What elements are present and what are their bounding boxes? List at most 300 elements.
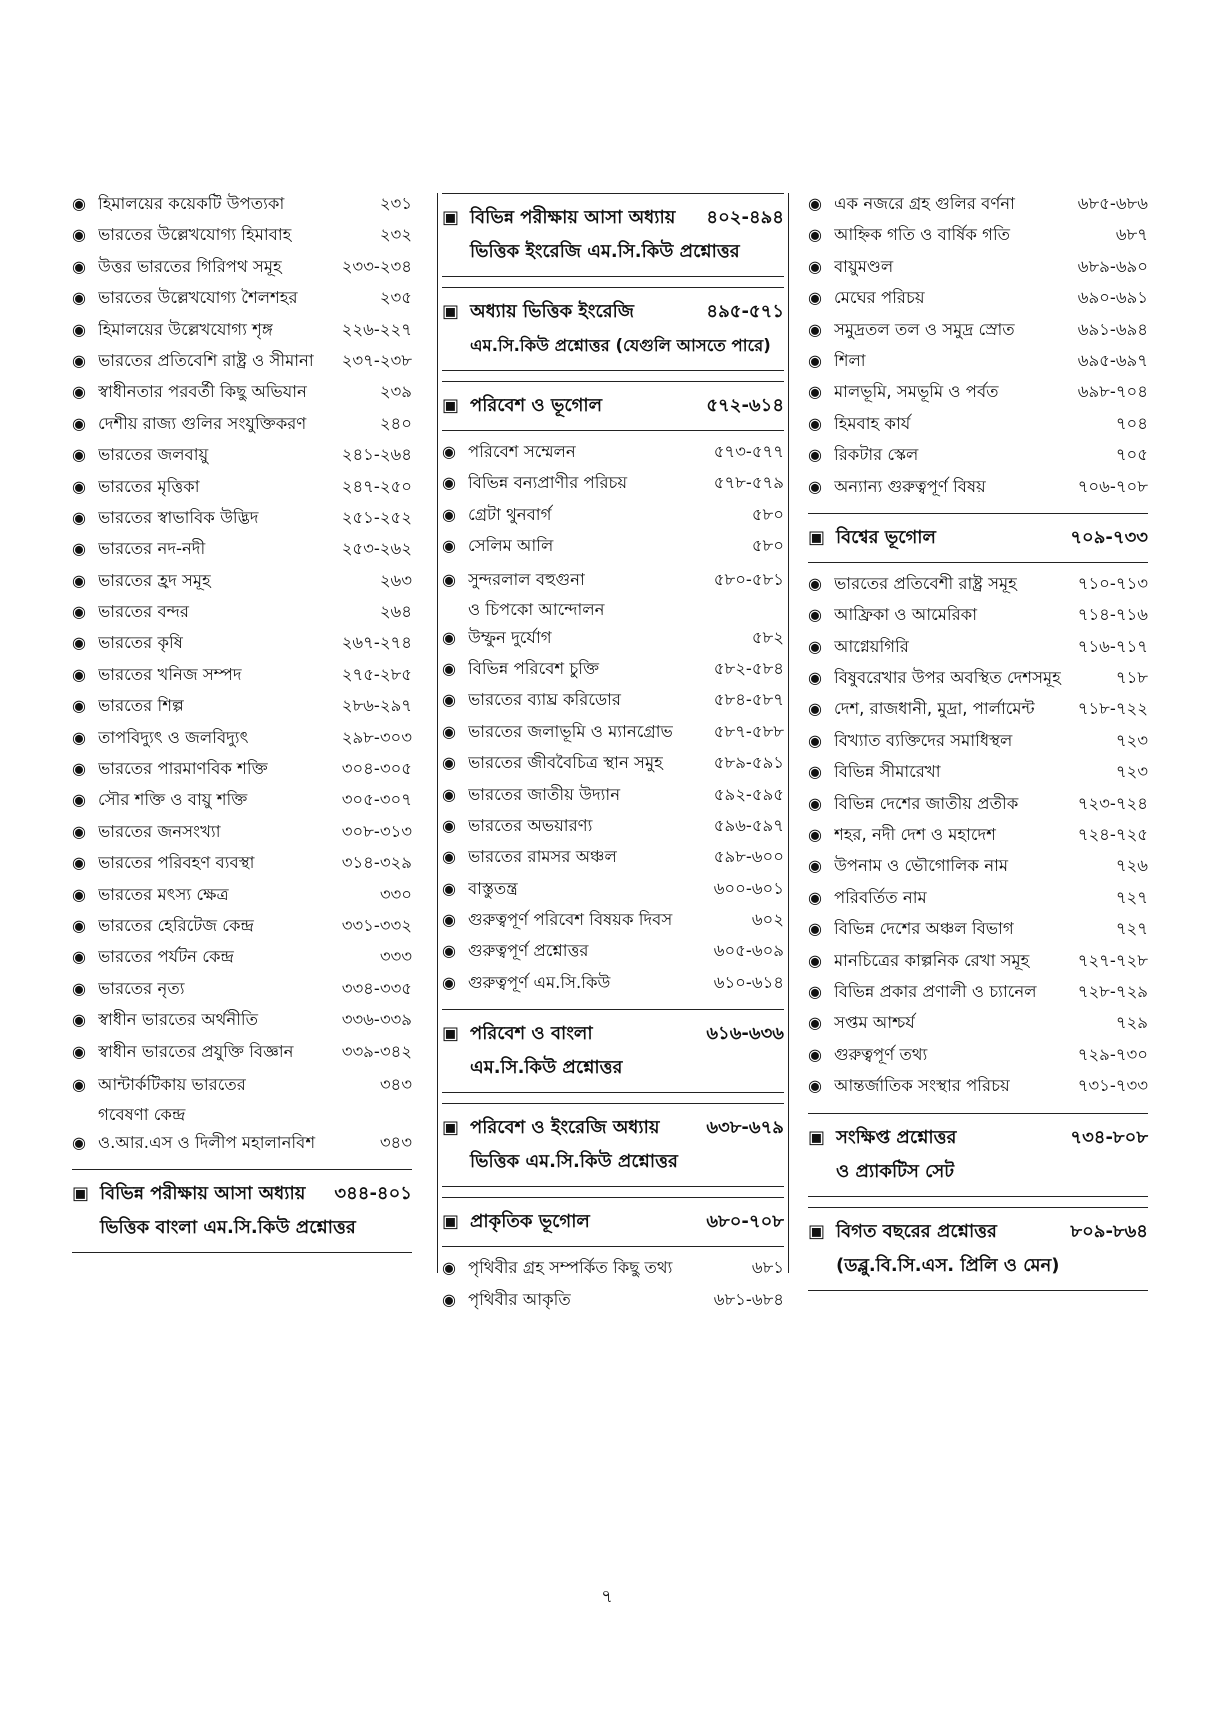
toc-entry (442, 909, 784, 940)
toc-entry-label (834, 573, 1072, 595)
heading-page: ৩৪৪-৪০১ (334, 1183, 412, 1205)
toc-entry-label-line: গ্রেটা থুনবার্গ (468, 504, 552, 524)
toc-entry-page: ৭২৮-৭২৯ (1077, 981, 1148, 1001)
toc-entry (442, 441, 784, 472)
target-bullet-icon: ◉ (808, 225, 822, 245)
target-bullet-icon: ◉ (808, 825, 822, 845)
toc-entry-label-line: বিভিন্ন সীমারেখা (834, 762, 941, 782)
toc-entry (442, 535, 784, 566)
toc-entry-label (98, 978, 336, 1000)
toc-entry-label-line: ভারতের স্বাভাবিক উদ্ভিদ (98, 507, 259, 527)
toc-entry-label (98, 507, 336, 529)
toc-entry-label-line: দেশ, রাজধানী, মুদ্রা, পার্লামেন্ট (834, 699, 1035, 719)
toc-entry-label-line: গুরুত্বপূর্ণ এম.সি.কিউ (468, 972, 611, 992)
toc-entry-page: ৫৮২ (751, 627, 784, 647)
toc-entry (442, 627, 784, 658)
toc-entry-page: ৫৭৩-৫৭৭ (713, 442, 784, 461)
toc-entry-label-line: ভারতের পারমাণবিক শক্তি (98, 759, 268, 779)
toc-entry-label (468, 721, 708, 743)
target-bullet-icon: ◉ (72, 853, 86, 873)
toc-entry-label-line: সপ্তম আশ্চর্য (834, 1013, 915, 1033)
toc-entry-label (468, 441, 708, 463)
toc-entry (72, 538, 412, 569)
section-heading (442, 287, 784, 371)
target-bullet-icon: ◉ (442, 442, 456, 461)
toc-entry-page: ৩০৪-৩০৫ (341, 759, 412, 779)
toc-entry-label (98, 319, 336, 341)
toc-entry (808, 193, 1148, 224)
toc-entry (808, 730, 1148, 761)
toc-entry-label-line: ভারতের জলবায়ু (98, 445, 209, 465)
toc-entry-page: ২৫১-২৫২ (341, 507, 412, 527)
toc-entry-page: ৭০৬-৭০৮ (1077, 476, 1148, 496)
toc-entry-page: ৬৮৯-৬৯০ (1077, 256, 1148, 276)
toc-entry-label-line: ভারতের মৎস্য ক্ষেত্র (98, 884, 229, 904)
heading-page: ৪৯৫-৫৭১ (706, 301, 784, 322)
toc-entry-label (834, 918, 1110, 940)
heading-page: ৭৩৪-৮০৮ (1070, 1126, 1148, 1148)
square-box-icon: ▣ (442, 395, 460, 416)
toc-entry-page: ৭১৮-৭২২ (1077, 699, 1148, 719)
toc-entry-label (98, 476, 336, 498)
toc-entry-page: ৫৯২-৫৯৫ (713, 784, 784, 804)
toc-entry-page: ৬৮১-৬৮৪ (713, 1289, 784, 1309)
toc-entry (808, 256, 1148, 287)
toc-entry-page: ৬৮৫-৬৮৬ (1077, 194, 1148, 213)
target-bullet-icon: ◉ (808, 1044, 822, 1064)
target-bullet-icon: ◉ (442, 536, 456, 556)
square-box-icon: ▣ (442, 301, 460, 322)
toc-entry-label-line: আফ্রিকা ও আমেরিকা (834, 605, 977, 625)
toc-entry-label-line: ও চিপকো আন্দোলন (468, 599, 605, 619)
toc-entry (72, 224, 412, 255)
toc-entry (72, 193, 412, 224)
toc-entry-label (834, 887, 1110, 909)
toc-entry-page: ৩৩৯-৩৪২ (341, 1041, 412, 1061)
target-bullet-icon: ◉ (808, 762, 822, 782)
toc-entry-label (98, 381, 374, 403)
toc-entry-label (834, 444, 1110, 466)
toc-entry-label (834, 1075, 1072, 1097)
toc-entry-label (834, 350, 1072, 372)
toc-entry-page: ৫৮০-৫৮১ (713, 569, 784, 589)
toc-entry-label (98, 664, 336, 686)
toc-entry-page: ৭১০-৭১৩ (1077, 573, 1148, 593)
toc-entry (808, 636, 1148, 667)
toc-entry-page: ৭১৮ (1115, 668, 1148, 688)
toc-entry (442, 472, 784, 503)
toc-entry-page: ২২৬-২২৭ (341, 319, 412, 339)
toc-list (442, 441, 784, 1003)
toc-entry-page: ৭২৩ (1115, 762, 1148, 782)
target-bullet-icon: ◉ (442, 569, 456, 589)
toc-entry (442, 689, 784, 720)
toc-entry-label (98, 444, 336, 466)
toc-entry-page: ৭০৫ (1115, 445, 1148, 465)
toc-column-1 (72, 193, 412, 1263)
toc-entry-page: ৫৮২-৫৮৪ (713, 658, 784, 678)
toc-entry-page: ৬০৫-৬০৯ (713, 941, 784, 961)
toc-entry-page: ২৭৫-২৮৫ (341, 664, 412, 684)
toc-entry-label (834, 698, 1072, 720)
toc-entry-label (834, 287, 1072, 309)
toc-entry-label-line: দেশীয় রাজ্য গুলির সংযুক্তিকরণ (98, 413, 307, 433)
target-bullet-icon: ◉ (72, 1010, 86, 1030)
toc-entry-page: ৬০০-৬০১ (713, 878, 784, 898)
square-box-icon: ▣ (442, 1023, 460, 1045)
square-box-icon: ▣ (442, 1117, 460, 1139)
target-bullet-icon: ◉ (808, 1013, 822, 1033)
target-bullet-icon: ◉ (442, 690, 456, 710)
toc-entry-label (98, 224, 374, 246)
target-bullet-icon: ◉ (72, 602, 86, 622)
toc-entry (72, 476, 412, 507)
toc-entry-label (834, 793, 1072, 815)
toc-entry (72, 1072, 412, 1132)
toc-entry-label (468, 878, 708, 900)
toc-entry (72, 601, 412, 632)
section-heading (808, 1207, 1148, 1291)
toc-list (72, 193, 412, 1163)
toc-entry-page: ২৩৫ (379, 288, 412, 308)
target-bullet-icon: ◉ (72, 978, 86, 998)
toc-entry-label (834, 855, 1110, 877)
toc-entry (442, 1257, 784, 1288)
toc-entry-page: ৭২৪-৭২৫ (1077, 825, 1148, 845)
toc-entry-label-line: ভারতের নদ-নদী (98, 539, 206, 559)
target-bullet-icon: ◉ (808, 730, 822, 750)
toc-entry-label-line: ভারতের শিল্প (98, 696, 184, 716)
toc-entry (808, 287, 1148, 318)
toc-entry-page: ২৩৭-২৩৮ (341, 350, 412, 370)
toc-entry-label-line: বিভিন্ন বন্যপ্রাণীর পরিচয় (468, 473, 628, 493)
target-bullet-icon: ◉ (72, 539, 86, 559)
target-bullet-icon: ◉ (808, 288, 822, 308)
toc-entry (72, 287, 412, 318)
toc-entry (442, 815, 784, 846)
toc-entry-label-line: ভারতের জনসংখ্যা (98, 821, 221, 841)
toc-entry-label (834, 476, 1072, 498)
toc-entry (72, 413, 412, 444)
toc-entry (442, 504, 784, 535)
toc-entry-label-line: স্বাধীন ভারতের অর্থনীতি (98, 1010, 259, 1030)
toc-entry-label-line: বিভিন্ন দেশের অঞ্চল বিভাগ (834, 919, 1014, 939)
toc-entry-page: ২৪০ (379, 413, 412, 433)
toc-entry (808, 698, 1148, 729)
toc-entry (808, 444, 1148, 475)
target-bullet-icon: ◉ (808, 476, 822, 496)
toc-entry-label-line: ও.আর.এস ও দিলীপ মহালানবিশ (98, 1132, 316, 1152)
toc-entry (808, 761, 1148, 792)
toc-entry-label-line: মেঘের পরিচয় (834, 288, 925, 308)
toc-entry-label (468, 1257, 746, 1279)
target-bullet-icon: ◉ (72, 790, 86, 810)
toc-entry (72, 507, 412, 538)
toc-entry-page: ৩০৫-৩০৭ (341, 790, 412, 810)
toc-entry-label-line: ভারতের প্রতিবেশি রাষ্ট্র ও সীমানা (98, 350, 314, 370)
toc-entry-label-line: ভারতের ব্যাঘ্র করিডোর (468, 690, 621, 710)
toc-entry-page: ৫৮০ (751, 536, 784, 556)
target-bullet-icon: ◉ (808, 856, 822, 876)
target-bullet-icon: ◉ (72, 727, 86, 747)
toc-entry-label-line: ভারতের নৃত্য (98, 978, 185, 998)
heading-subtitle: এম.সি.কিউ প্রশ্নোত্তর (470, 1057, 623, 1079)
toc-entry (72, 319, 412, 350)
target-bullet-icon: ◉ (72, 947, 86, 967)
toc-entry-label (834, 761, 1110, 783)
target-bullet-icon: ◉ (808, 605, 822, 625)
target-bullet-icon: ◉ (72, 633, 86, 653)
toc-entry (72, 664, 412, 695)
section-heading (442, 1103, 784, 1187)
toc-entry (808, 1044, 1148, 1075)
toc-entry-label-line: সেলিম আলি (468, 536, 554, 556)
toc-entry-page: ৭১৪-৭১৬ (1077, 605, 1148, 625)
toc-entry-page: ৬৯০-৬৯১ (1077, 288, 1148, 308)
toc-entry-page: ৬৯৮-৭০৪ (1077, 382, 1148, 402)
toc-entry (72, 1132, 412, 1163)
toc-entry (72, 256, 412, 287)
toc-entry-label-line: ভারতের জীববৈচিত্র স্থান সমুহ (468, 753, 663, 773)
toc-entry-label (98, 601, 374, 623)
heading-title: বিশ্বের ভূগোল (836, 526, 936, 548)
toc-entry-label-line: পৃথিবীর আকৃতি (468, 1289, 571, 1309)
toc-entry (808, 604, 1148, 635)
toc-entry (808, 350, 1148, 381)
target-bullet-icon: ◉ (72, 759, 86, 779)
toc-list (808, 193, 1148, 507)
toc-entry-label-line: বিখ্যাত ব্যক্তিদের সমাধিস্থল (834, 730, 1013, 750)
toc-entry-page: ৭২৩ (1115, 730, 1148, 750)
toc-entry (72, 1009, 412, 1040)
heading-subtitle: (ডব্লু.বি.সি.এস. প্রিলি ও মেন) (836, 1254, 1060, 1276)
toc-entry-label-line: পৃথিবীর গ্রহ সম্পর্কিত কিছু তথ্য (468, 1258, 673, 1278)
toc-entry-page: ২৬৪ (379, 602, 412, 622)
toc-entry-label (98, 727, 336, 749)
toc-entry-label-line: মানচিত্রের কাল্পনিক রেখা সমূহ (834, 950, 1030, 970)
toc-entry-label-line: ভারতের পরিবহণ ব্যবস্থা (98, 853, 255, 873)
toc-entry-page: ২৪১-২৬৪ (341, 445, 412, 465)
toc-entry-label (834, 224, 1110, 246)
toc-entry-page: ৬৯৫-৬৯৭ (1077, 350, 1148, 370)
toc-entry (442, 878, 784, 909)
toc-entry-page: ৬৮৭ (1115, 225, 1148, 245)
toc-entry-label-line: ভারতের মৃত্তিকা (98, 476, 200, 496)
toc-entry-label-line: ভারতের জাতীয় উদ্যান (468, 784, 621, 804)
toc-list (442, 1257, 784, 1320)
toc-entry-page: ৫৮৭-৫৮৮ (713, 721, 784, 741)
toc-entry-label (98, 789, 336, 811)
toc-entry-page: ২৪৭-২৫০ (341, 476, 412, 496)
target-bullet-icon: ◉ (442, 910, 456, 930)
target-bullet-icon: ◉ (442, 1289, 456, 1309)
toc-entry-label (834, 193, 1072, 215)
toc-entry-label (468, 784, 708, 806)
target-bullet-icon: ◉ (442, 658, 456, 678)
toc-entry-page: ৭১৬-৭১৭ (1077, 636, 1148, 656)
toc-entry (442, 940, 784, 971)
toc-entry-page: ৫৯৬-৫৯৭ (713, 815, 784, 835)
heading-title: পরিবেশ ও বাংলা (470, 1023, 593, 1045)
toc-entry-label-line: ভারতের বন্দর (98, 602, 189, 622)
target-bullet-icon: ◉ (808, 445, 822, 465)
target-bullet-icon: ◉ (808, 350, 822, 370)
heading-title: বিভিন্ন পরীক্ষায় আসা অধ্যায় (100, 1183, 306, 1205)
toc-entry-label-line: ভারতের উল্লেখযোগ্য শৈলশহর (98, 288, 298, 308)
target-bullet-icon: ◉ (808, 668, 822, 688)
toc-entry-label-line: রিকটার স্কেল (834, 445, 919, 465)
toc-entry-label-line: স্বাধীনতার পরবর্তী কিছু অভিযান (98, 382, 307, 402)
toc-entry-label-line: গুরুত্বপূর্ণ প্রশ্নোত্তর (468, 941, 589, 961)
toc-entry-label (468, 504, 746, 526)
toc-entry-label (468, 846, 708, 868)
toc-entry-label-line: ভারতের পর্যটন কেন্দ্র (98, 947, 234, 967)
target-bullet-icon: ◉ (72, 476, 86, 496)
toc-entry-label (98, 193, 374, 215)
toc-entry-label-line: হিমালয়ের কয়েকটি উপত্যকা (98, 194, 285, 213)
toc-entry-page: ৫৮৪-৫৮৭ (713, 690, 784, 710)
toc-entry-label-line: উত্তর ভারতের গিরিপথ সমূহ (98, 256, 282, 276)
toc-entry-label (468, 535, 746, 557)
toc-entry-label-line: পরিবর্তিত নাম (834, 887, 927, 907)
toc-entry-label (98, 256, 336, 278)
toc-entry-label-line: শহর, নদী দেশ ও মহাদেশ (834, 825, 996, 845)
target-bullet-icon: ◉ (72, 507, 86, 527)
heading-title: বিগত বছরের প্রশ্নোত্তর (836, 1220, 997, 1242)
toc-entry (72, 381, 412, 412)
heading-title: পরিবেশ ও ইংরেজি অধ্যায় (470, 1117, 660, 1139)
toc-entry (808, 319, 1148, 350)
target-bullet-icon: ◉ (808, 194, 822, 213)
toc-entry-label-line: এক নজরে গ্রহ গুলির বর্ণনা (834, 194, 1015, 213)
toc-entry-page: ২৮৬-২৯৭ (341, 696, 412, 716)
target-bullet-icon: ◉ (808, 413, 822, 433)
toc-entry-label (98, 287, 374, 309)
toc-entry-label-line: ভারতের জলাভূমি ও ম্যানগ্রোভ (468, 721, 673, 741)
heading-title: সংক্ষিপ্ত প্রশ্নোত্তর (836, 1126, 957, 1148)
target-bullet-icon: ◉ (442, 972, 456, 992)
target-bullet-icon: ◉ (442, 941, 456, 961)
target-bullet-icon: ◉ (808, 950, 822, 970)
toc-entry-label-line: অন্যান্য গুরুত্বপূর্ণ বিষয় (834, 476, 986, 496)
toc-entry-page: ৩৩১-৩৩২ (341, 915, 412, 935)
target-bullet-icon: ◉ (808, 1076, 822, 1096)
heading-page: ৭০৯-৭৩৩ (1070, 526, 1148, 548)
toc-column-2 (437, 193, 789, 1309)
toc-entry-page: ২৩২ (379, 225, 412, 245)
toc-entry-label-line: আগ্নেয়গিরি (834, 636, 909, 656)
toc-entry-label (98, 852, 336, 874)
toc-entry-page: ২৫৩-২৬২ (341, 539, 412, 559)
toc-entry (808, 413, 1148, 444)
toc-entry (808, 824, 1148, 855)
toc-entry-page: ৭০৪ (1115, 413, 1148, 433)
toc-entry (72, 789, 412, 820)
toc-entry (72, 632, 412, 663)
heading-page: ৬৮০-৭০৮ (706, 1211, 784, 1233)
toc-entry-page: ৭২৯-৭৩০ (1077, 1044, 1148, 1064)
toc-entry-label (468, 569, 708, 621)
toc-entry-label-line: বিভিন্ন দেশের জাতীয় প্রতীক (834, 793, 1019, 813)
section-heading (808, 1113, 1148, 1197)
target-bullet-icon: ◉ (72, 225, 86, 245)
toc-entry-label-line: বায়ুমণ্ডল (834, 256, 894, 276)
target-bullet-icon: ◉ (808, 981, 822, 1001)
toc-entry (808, 981, 1148, 1012)
toc-entry (442, 721, 784, 752)
toc-entry-label-line: গুরুত্বপূর্ণ তথ্য (834, 1044, 928, 1064)
toc-entry-label-line: ভারতের অভয়ারণ্য (468, 815, 593, 835)
target-bullet-icon: ◉ (442, 784, 456, 804)
target-bullet-icon: ◉ (442, 1258, 456, 1278)
target-bullet-icon: ◉ (72, 1132, 86, 1152)
toc-entry-label-line: মালভূমি, সমভূমি ও পর্বত (834, 382, 999, 402)
target-bullet-icon: ◉ (442, 878, 456, 898)
toc-entry-label-line: আহ্নিক গতি ও বার্ষিক গতি (834, 225, 1011, 245)
target-bullet-icon: ◉ (72, 915, 86, 935)
toc-entry (72, 758, 412, 789)
toc-entry (808, 1012, 1148, 1043)
toc-entry-label (834, 636, 1072, 658)
heading-title: প্রাকৃতিক ভূগোল (470, 1211, 590, 1233)
toc-entry-label (98, 632, 336, 654)
toc-entry-page: ৬৯১-৬৯৪ (1077, 319, 1148, 339)
toc-entry-page: ৩৩৬-৩৩৯ (341, 1010, 412, 1030)
heading-page: ৮০৯-৮৬৪ (1070, 1220, 1148, 1242)
toc-list (808, 573, 1148, 1107)
toc-entry-label (98, 884, 374, 906)
toc-entry-label (468, 752, 708, 774)
toc-entry-label (834, 667, 1110, 689)
toc-entry-page: ৫৮৯-৫৯১ (713, 753, 784, 773)
heading-subtitle: এম.সি.কিউ প্রশ্নোত্তর (যেগুলি আসতে পারে) (470, 336, 771, 355)
toc-entry-label (98, 695, 336, 717)
target-bullet-icon: ◉ (72, 445, 86, 465)
toc-entry-label (834, 413, 1110, 435)
toc-entry-page: ৫৭৮-৫৭৯ (713, 473, 784, 493)
toc-entry-page: ৩৩৩ (379, 947, 412, 967)
target-bullet-icon: ◉ (72, 288, 86, 308)
page-number: ৭ (601, 1586, 613, 1607)
target-bullet-icon: ◉ (72, 194, 86, 213)
toc-entry-label (834, 1044, 1072, 1066)
toc-entry-label (98, 350, 336, 372)
heading-subtitle: ও প্র্যাকটিস সেট (836, 1160, 955, 1182)
toc-entry (72, 978, 412, 1009)
toc-entry-label-line: বিভিন্ন প্রকার প্রণালী ও চ্যানেল (834, 981, 1037, 1001)
toc-entry (808, 667, 1148, 698)
toc-entry-label (468, 627, 746, 649)
toc-entry (442, 1289, 784, 1320)
toc-entry-label (98, 570, 374, 592)
toc-entry-label-line: ভারতের রামসর অঞ্চল (468, 847, 617, 867)
toc-entry-label (468, 940, 708, 962)
toc-entry-page: ২৩৩-২৩৪ (341, 256, 412, 276)
toc-entry-page: ৭২৩-৭২৪ (1077, 793, 1148, 813)
toc-entry-label (98, 915, 336, 937)
toc-entry-label-line: বিভিন্ন পরিবেশ চুক্তি (468, 658, 600, 678)
heading-subtitle: ভিত্তিক বাংলা এম.সি.কিউ প্রশ্নোত্তর (100, 1217, 356, 1239)
toc-entry (72, 1041, 412, 1072)
toc-entry (72, 444, 412, 475)
toc-entry-page: ৭২৭-৭২৮ (1077, 950, 1148, 970)
section-heading (442, 1197, 784, 1247)
toc-entry-label (98, 538, 336, 560)
toc-entry (808, 1075, 1148, 1106)
toc-entry-label (834, 950, 1072, 972)
square-box-icon: ▣ (808, 526, 826, 548)
toc-entry (72, 695, 412, 726)
